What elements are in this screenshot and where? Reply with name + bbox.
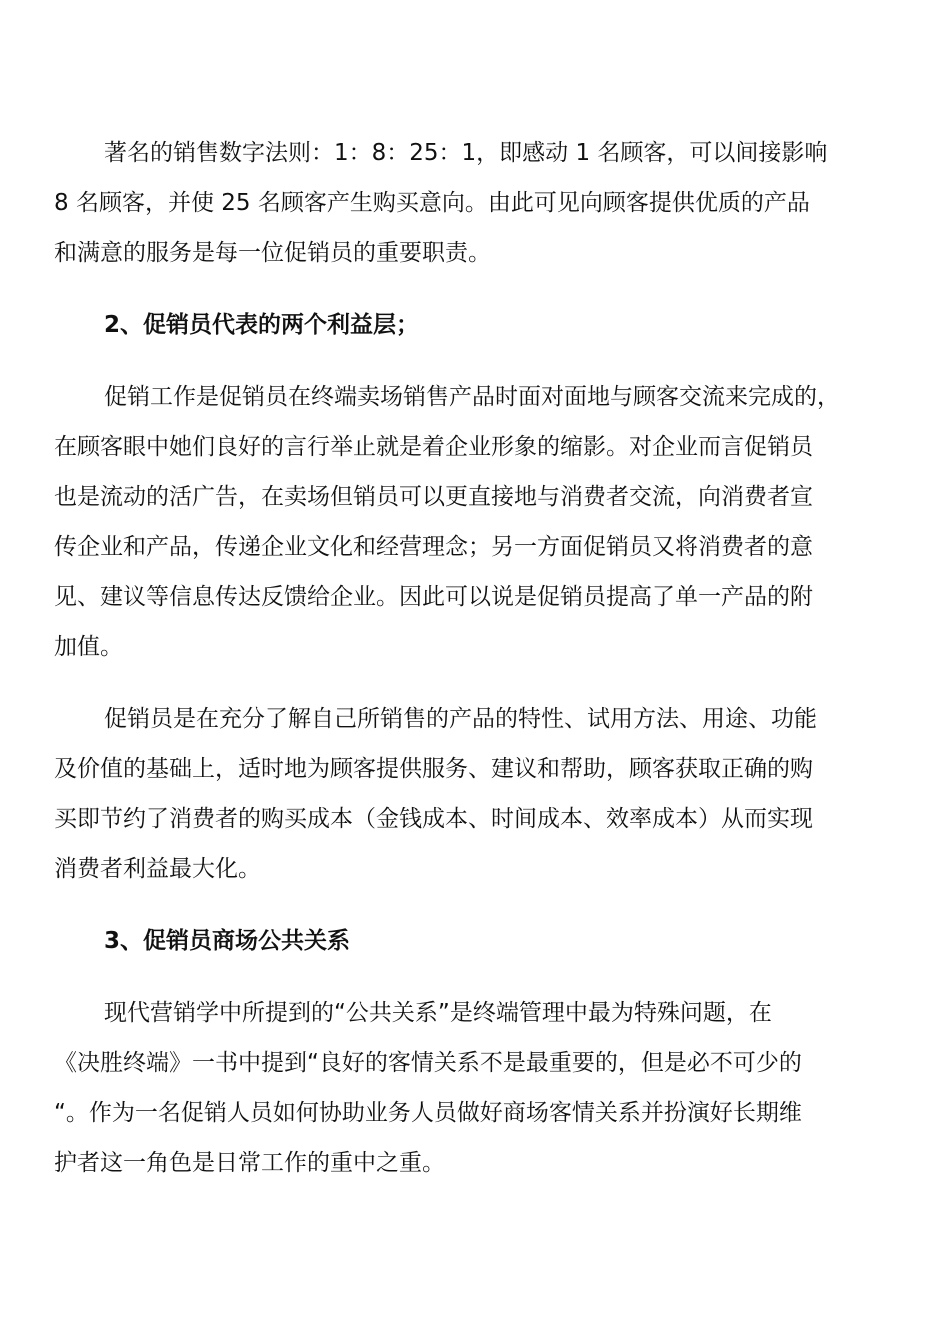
paragraph-line: 及价值的基础上，适时地为顾客提供服务、建议和帮助，顾客获取正确的购 (54, 756, 813, 782)
paragraph-line: 消费者利益最大化。 (54, 856, 261, 882)
paragraph-line: 《决胜终端》一书中提到“良好的客情关系不是最重要的，但是必不可少的 (54, 1050, 802, 1076)
paragraph-line: 加值。 (54, 634, 123, 660)
paragraph-line: 著名的销售数字法则：1：8：25：1，即感动 1 名顾客，可以间接影响 (104, 140, 828, 166)
paragraph-line: 传企业和产品，传递企业文化和经营理念；另一方面促销员又将消费者的意 (54, 534, 813, 560)
paragraph-promotion-work (54, 372, 910, 672)
paragraph-line: 和满意的服务是每一位促销员的重要职责。 (54, 240, 491, 266)
paragraph-line: 在顾客眼中她们良好的言行举止就是着企业形象的缩影。对企业而言促销员 (54, 434, 813, 460)
paragraph-line: 促销工作是促销员在终端卖场销售产品时面对面地与顾客交流来完成的， (104, 384, 840, 410)
section-heading-2: 2、促销员代表的两个利益层； (104, 312, 420, 338)
paragraph-line: 护者这一角色是日常工作的重中之重。 (54, 1150, 445, 1176)
paragraph-line: 也是流动的活广告，在卖场但销员可以更直接地与消费者交流，向消费者宣 (54, 484, 813, 510)
paragraph-line: 8 名顾客，并使 25 名顾客产生购买意向。由此可见向顾客提供优质的产品 (54, 190, 810, 216)
document-page (54, 128, 910, 1188)
paragraph-line: 见、建议等信息传达反馈给企业。因此可以说是促销员提高了单一产品的附 (54, 584, 813, 610)
paragraph-line: “。作为一名促销人员如何协助业务人员做好商场客情关系并扮演好长期维 (54, 1100, 802, 1126)
paragraph-line: 现代营销学中所提到的“公共关系”是终端管理中最为特殊问题，在 (104, 1000, 772, 1026)
paragraph-public-relations (54, 988, 910, 1188)
paragraph-line: 促销员是在充分了解自己所销售的产品的特性、试用方法、用途、功能 (104, 706, 817, 732)
paragraph-promoter-value (54, 694, 910, 894)
paragraph-sales-rule (54, 128, 910, 278)
section-heading-3: 3、促销员商场公共关系 (104, 928, 351, 954)
paragraph-line: 买即节约了消费者的购买成本（金钱成本、时间成本、效率成本）从而实现 (54, 806, 813, 832)
